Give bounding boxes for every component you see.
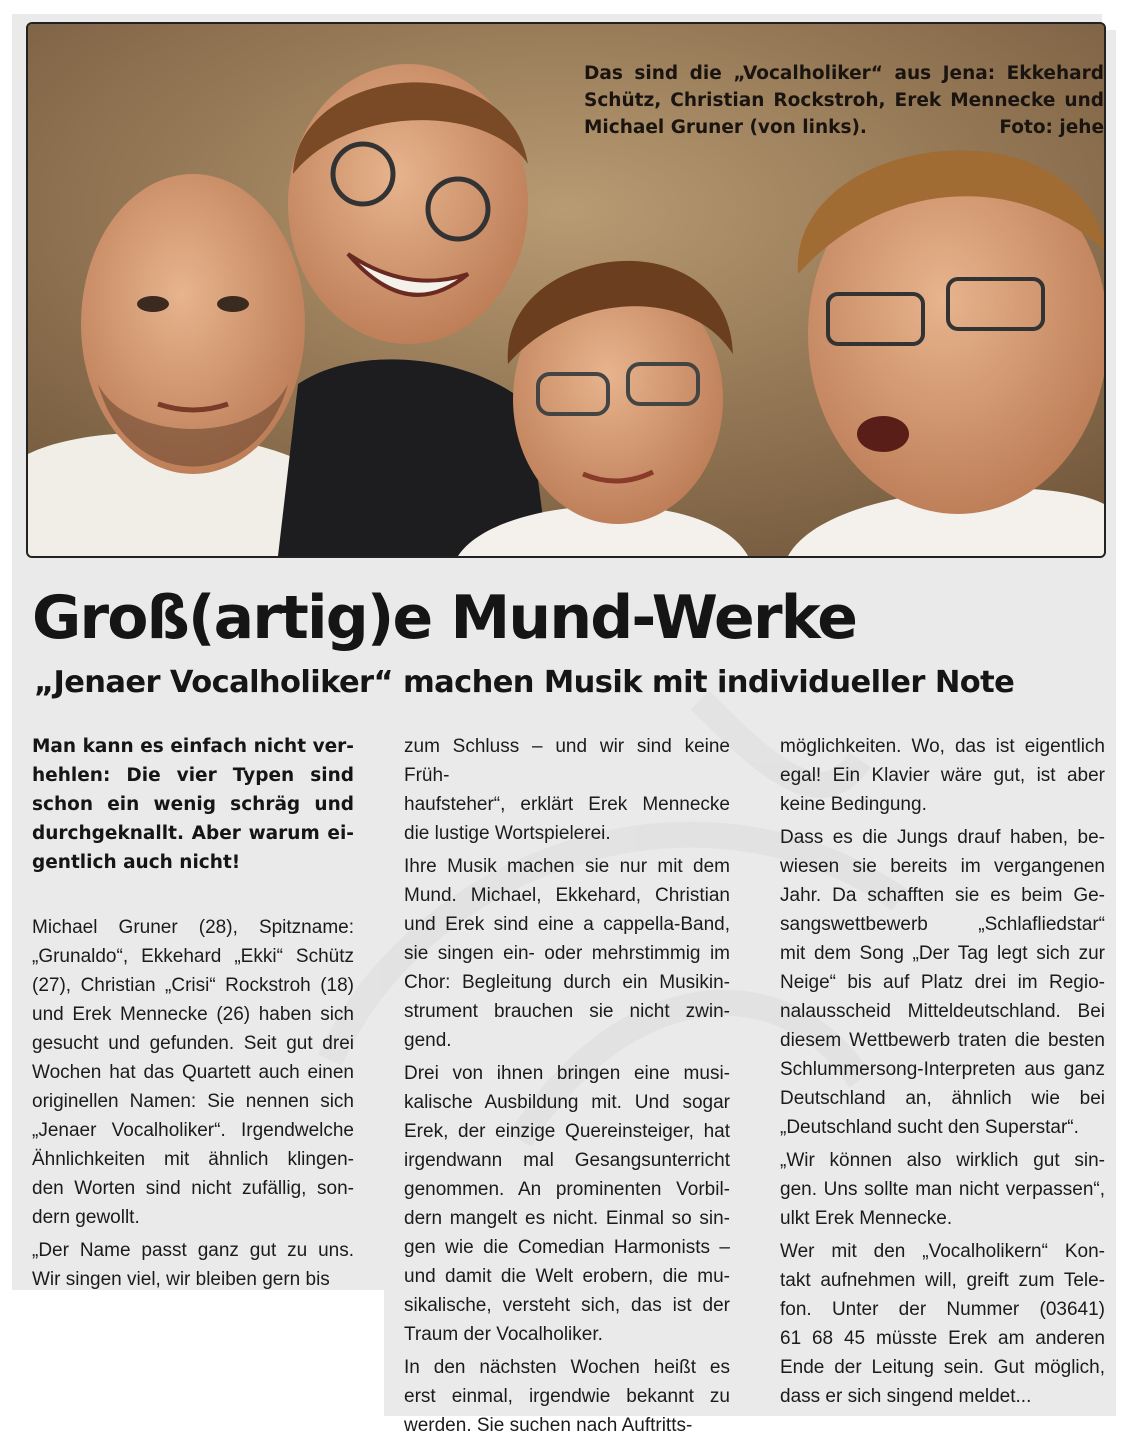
text-line: dern mangelt es nicht. Einmal so sin-: [404, 1208, 730, 1229]
text-line: Man kann es einfach nicht ver-: [32, 736, 354, 757]
paragraph-lines: [404, 1059, 730, 1349]
paragraph-lines: [32, 913, 354, 1232]
text-line: keine Bedingung.: [780, 794, 927, 815]
clipping-cutout: [12, 1290, 384, 1416]
body-paragraph-7: [780, 1146, 1105, 1233]
text-line: irgendwann mal Gesangsunterricht: [404, 1150, 730, 1171]
text-line: gen wie die Comedian Harmonists –: [404, 1237, 730, 1258]
text-line: strument brauchen sie nicht zwin-: [404, 1001, 730, 1022]
text-line: Schlummersong-Interpreten aus ganz: [780, 1059, 1105, 1080]
text-line: egal! Ein Klavier wäre gut, ist aber: [780, 765, 1105, 786]
text-line: „Deutschland sucht den Superstar“.: [780, 1117, 1079, 1138]
text-line: „Wir können also wirklich gut sin-: [780, 1150, 1105, 1171]
text-line: „Grunaldo“, Ekkehard „Ekki“ Schütz: [32, 946, 354, 967]
text-line: genommen. An prominenten Vorbil-: [404, 1179, 730, 1200]
group-photo: [26, 22, 1106, 558]
text-line: Neige“ bis auf Platz drei im Regio-: [780, 972, 1105, 993]
paragraph-lines: [404, 1353, 730, 1440]
text-line: zum Schluss – und wir sind keine Früh-: [404, 736, 730, 786]
text-line: möglichkeiten. Wo, das ist eigentlich: [780, 736, 1105, 757]
caption-text: Das sind die „Vocalholiker“ aus Jena: Ekkehard Schütz, Christian Rockstroh, Erek Mennecke und Michael Gruner (von links).: [584, 63, 1104, 138]
text-line: die lustige Wortspielerei.: [404, 823, 611, 844]
text-line: Chor: Begleitung durch ein Musikin-: [404, 972, 730, 993]
subheadline: „Jenaer Vocalholiker“ machen Musik mit individueller Note: [34, 665, 1015, 700]
text-line: dass er sich singend meldet...: [780, 1386, 1032, 1407]
body-paragraph-3: [404, 852, 730, 1055]
text-line: gentlich auch nicht!: [32, 852, 241, 873]
text-line: Dass es die Jungs drauf haben, be-: [780, 827, 1105, 848]
headline: Groß(artig)e Mund-Werke: [32, 583, 857, 653]
text-line: 61 68 45 müsste Erek am anderen: [780, 1328, 1105, 1349]
body-paragraph-6: [780, 823, 1105, 1142]
photo-caption: [584, 60, 1104, 141]
text-line: sie singen ein- oder mehrstimmig im: [404, 943, 730, 964]
text-line: „Der Name passt ganz gut zu uns.: [32, 1240, 354, 1261]
text-line: erst einmal, irgendwie bekannt zu: [404, 1386, 730, 1407]
body-paragraph-5: [404, 1353, 730, 1440]
text-line: diesem Wettbewerb traten die besten: [780, 1030, 1105, 1051]
text-line: fon. Unter der Nummer (03641): [780, 1299, 1105, 1320]
text-line: nalausscheid Mitteldeutschland. Bei: [780, 1001, 1105, 1022]
body-paragraph-5-cont: [780, 732, 1105, 819]
text-line: In den nächsten Wochen heißt es: [404, 1357, 730, 1378]
text-line: „Jenaer Vocalholiker“. Irgendwelche: [32, 1120, 354, 1141]
text-line: den Worten sind nicht zufällig, son-: [32, 1178, 354, 1199]
lead-paragraph: [32, 732, 354, 877]
paragraph-lines: [32, 1236, 354, 1294]
text-line: Wochen hat das Quartett auch einen: [32, 1062, 354, 1083]
text-line: Jahr. Da schafften sie es beim Ge-: [780, 885, 1105, 906]
paragraph-lines: [780, 732, 1105, 819]
text-line: Wer mit den „Vocalholikern“ Kon-: [780, 1241, 1105, 1262]
photo-credit: Foto: jehe: [999, 117, 1104, 138]
paragraph-lines: [780, 823, 1105, 1142]
text-line: ulkt Erek Mennecke.: [780, 1208, 953, 1229]
text-line: kalische Ausbildung mit. Und sogar: [404, 1092, 730, 1113]
text-line: durchgeknallt. Aber warum ei-: [32, 823, 354, 844]
text-line: Wir singen viel, wir bleiben gern bis: [32, 1269, 330, 1290]
text-line: takt aufnehmen will, greift zum Tele-: [780, 1270, 1105, 1291]
text-line: und Erek sind eine a cappella-Band,: [404, 914, 730, 935]
text-line: sangswettbewerb „Schlafliedstar“: [780, 914, 1105, 935]
text-line: gesucht und gefunden. Seit gut drei: [32, 1033, 354, 1054]
text-line: sikalische, versteht sich, das ist der: [404, 1295, 730, 1316]
text-line: dern gewollt.: [32, 1207, 140, 1228]
article-column-3: [780, 732, 1105, 1411]
text-line: Drei von ihnen bringen eine musi-: [404, 1063, 730, 1084]
paragraph-lines: [780, 1237, 1105, 1411]
body-paragraph-2: [32, 1236, 354, 1294]
body-paragraph-4: [404, 1059, 730, 1349]
text-line: originellen Namen: Sie nennen sich: [32, 1091, 354, 1112]
text-line: Erek, der einzige Quereinsteiger, hat: [404, 1121, 730, 1142]
text-line: hehlen: Die vier Typen sind: [32, 765, 354, 786]
text-line: (27), Christian „Crisi“ Rockstroh (18): [32, 975, 354, 996]
paragraph-lines: [404, 852, 730, 1055]
text-line: gen. Uns sollte man nicht verpassen“,: [780, 1179, 1105, 1200]
text-line: Mund. Michael, Ekkehard, Christian: [404, 885, 730, 906]
text-line: gend.: [404, 1030, 452, 1051]
text-line: schon ein wenig schräg und: [32, 794, 354, 815]
paragraph-lines: [780, 1146, 1105, 1233]
lead-lines: [32, 732, 354, 877]
text-line: und Erek Mennecke (26) haben sich: [32, 1004, 354, 1025]
text-line: und damit die Welt erobern, die mu-: [404, 1266, 730, 1287]
text-line: wiesen sie bereits im vergangenen: [780, 856, 1105, 877]
text-line: Ihre Musik machen sie nur mit dem: [404, 856, 730, 877]
text-line: Michael Gruner (28), Spitzname:: [32, 917, 354, 938]
body-paragraph-8: [780, 1237, 1105, 1411]
body-paragraph-2-cont: [404, 732, 730, 848]
text-line: Deutschland an, ähnlich wie bei: [780, 1088, 1105, 1109]
text-line: Traum der Vocalholiker.: [404, 1324, 603, 1345]
text-line: haufsteher“, erklärt Erek Mennecke: [404, 794, 730, 815]
text-line: werden. Sie suchen nach Auftritts-: [404, 1415, 693, 1436]
text-line: mit dem Song „Der Tag legt sich zur: [780, 943, 1105, 964]
body-paragraph-1: [32, 913, 354, 1232]
article-column-2: [404, 732, 730, 1440]
article-column-1: [32, 732, 354, 1294]
text-line: Ähnlichkeiten mit ähnlich klingen-: [32, 1149, 354, 1170]
text-line: Ende der Leitung sein. Gut möglich,: [780, 1357, 1105, 1378]
paragraph-lines: [404, 732, 730, 848]
